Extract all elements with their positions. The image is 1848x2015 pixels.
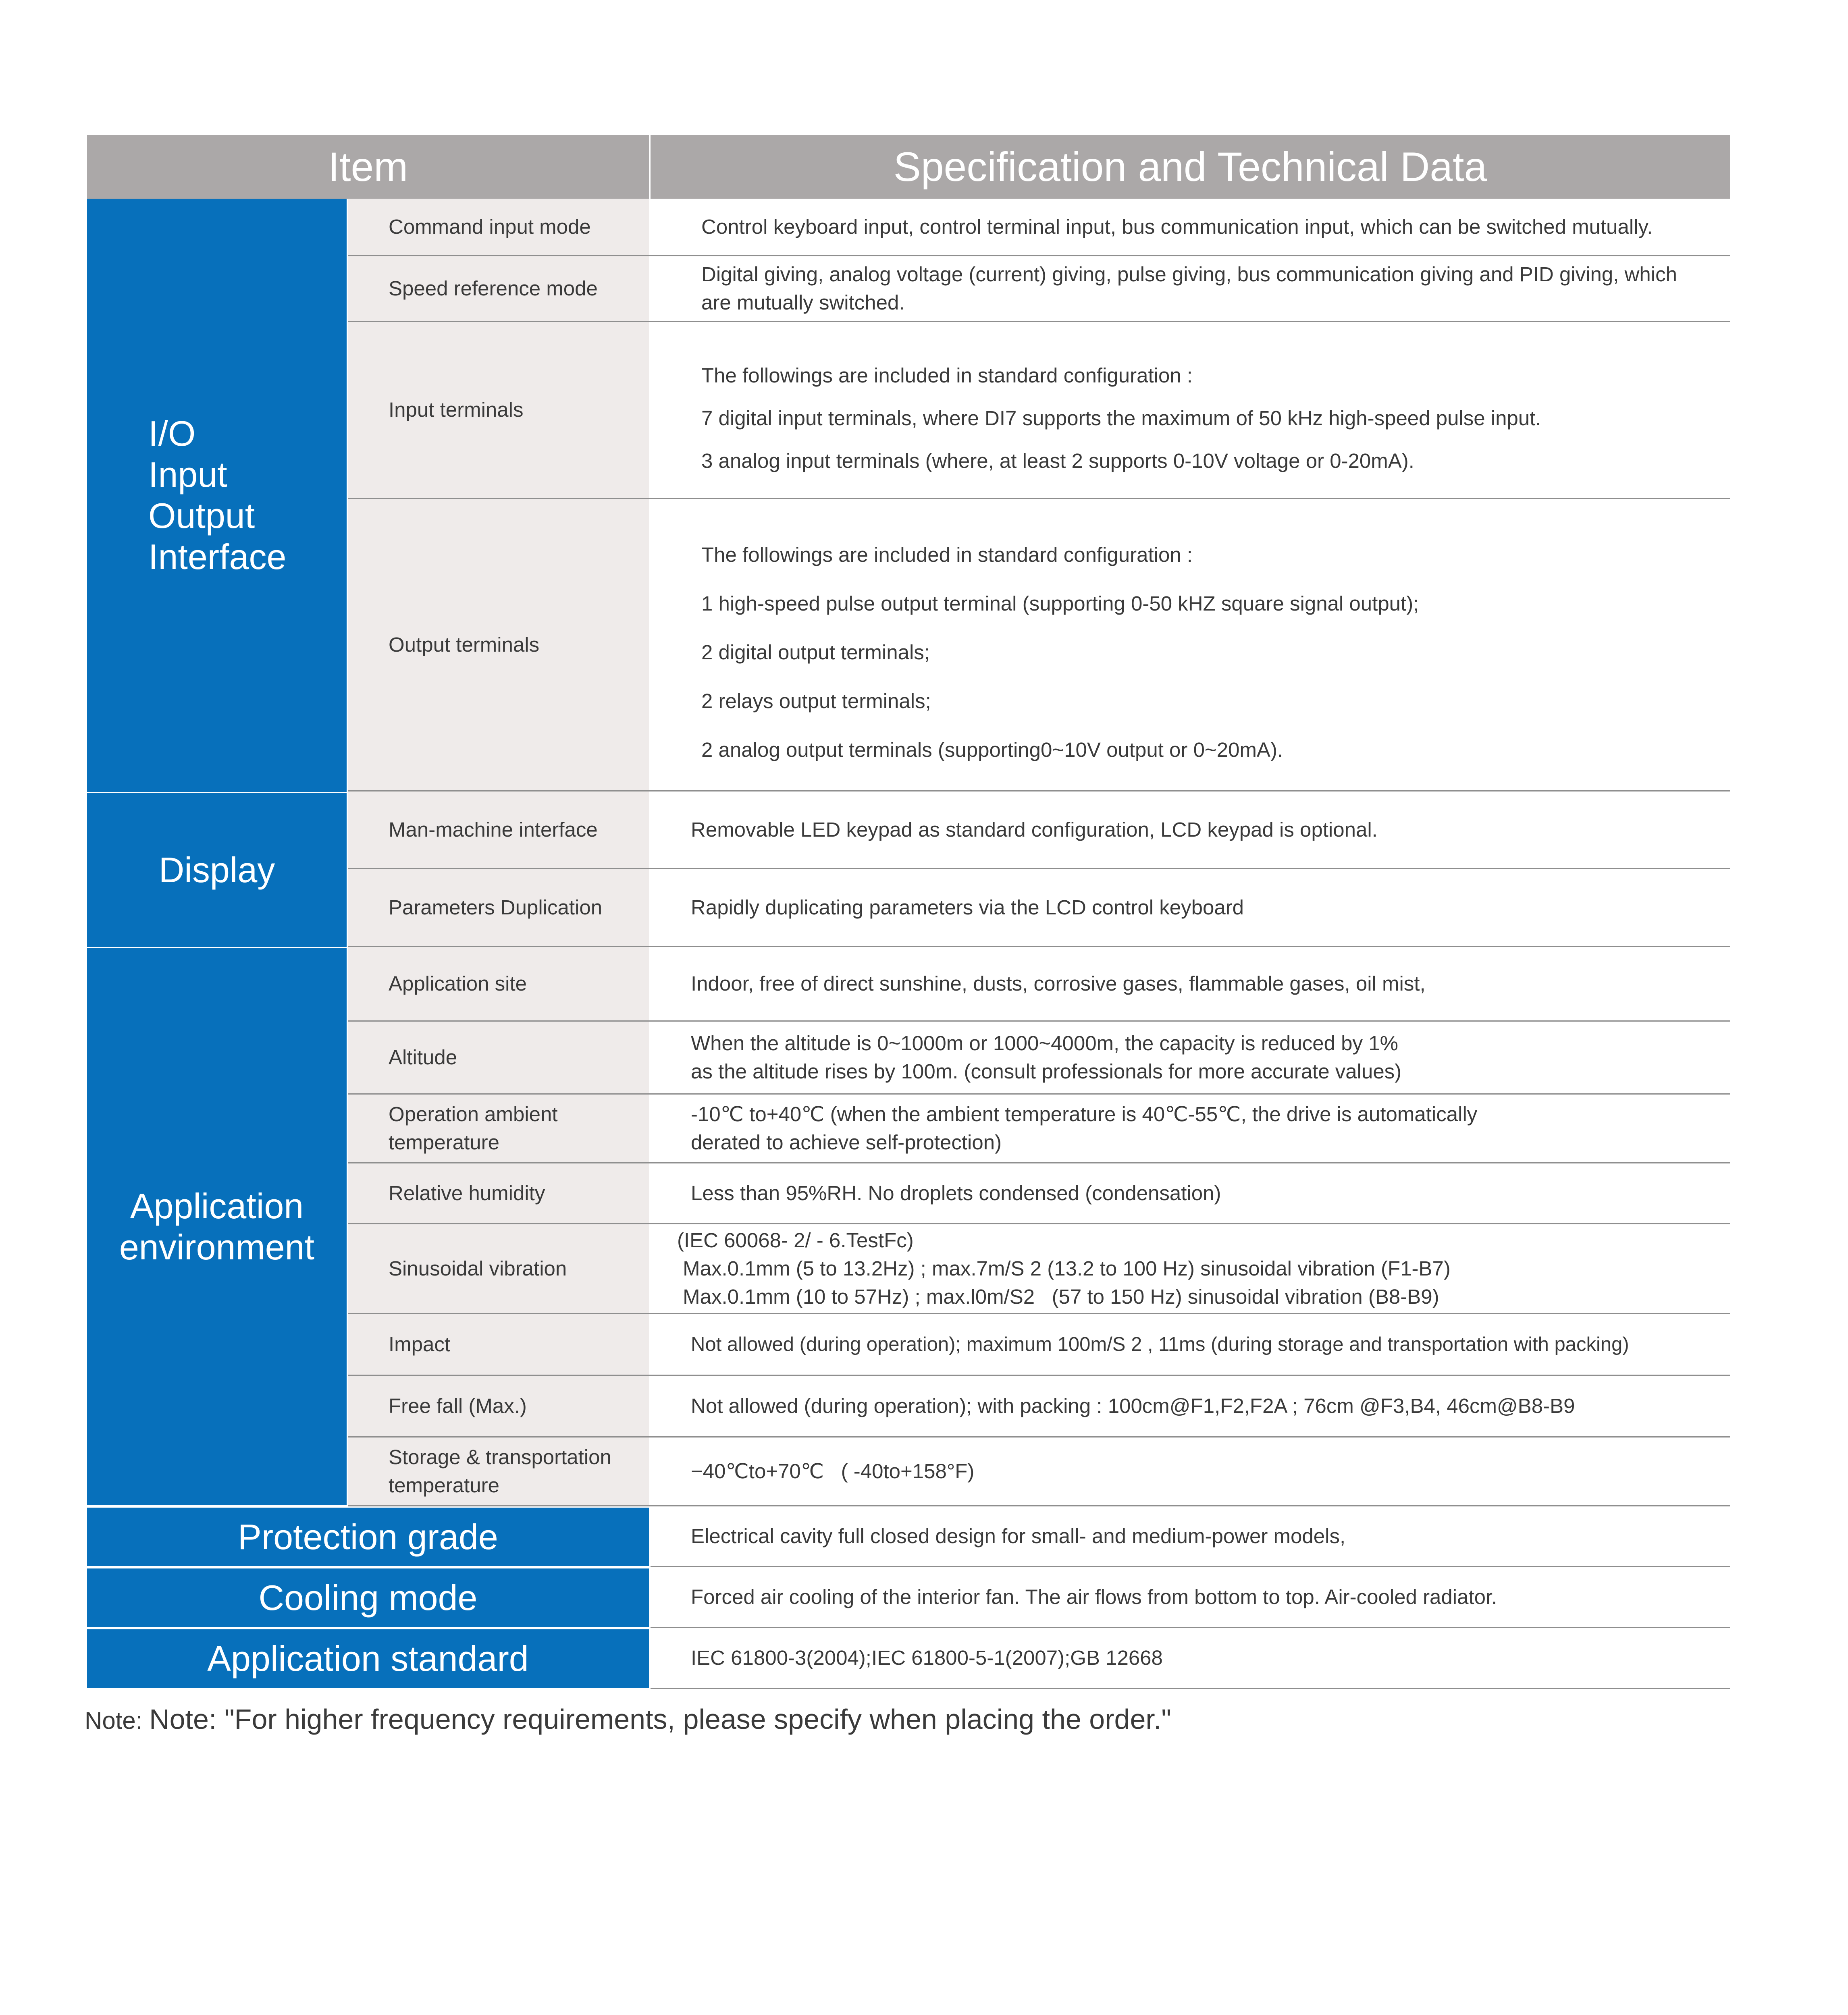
label-line: temperature	[389, 1131, 499, 1154]
value-line: IEC 61800-3(2004);IEC 61800-5-1(2007);GB 12668	[691, 1646, 1163, 1669]
category-standard-label: Application standard	[207, 1638, 529, 1678]
label-free-fall: Free fall (Max.)	[348, 1376, 649, 1436]
value-free-fall	[651, 1376, 1730, 1436]
value-line: 2 analog output terminals (supporting0~10V output or 0~20mA).	[701, 738, 1283, 761]
label-impact: Impact	[348, 1314, 649, 1375]
header-spec: Specification and Technical Data	[651, 135, 1730, 199]
category-io	[87, 199, 347, 792]
value-line: Electrical cavity full closed design for small- and medium-power models,	[691, 1525, 1346, 1548]
value-line: derated to achieve self-protection)	[691, 1131, 1002, 1154]
value-line: Not allowed (during operation); maximum 100m/S 2 , 11ms (during storage and transportation with packing)	[691, 1334, 1629, 1355]
category-io-line: Interface	[148, 537, 287, 577]
value-line: Max.0.1mm (10 to 57Hz) ; max.l0m/S2 (57 to 150 Hz) sinusoidal vibration (B8-B9)	[677, 1285, 1439, 1308]
category-app-env-line: environment	[119, 1227, 315, 1267]
label-app-site: Application site	[348, 947, 649, 1020]
category-standard	[87, 1629, 649, 1688]
category-display-label: Display	[158, 850, 275, 890]
value-line: 1 high-speed pulse output terminal (supporting 0-50 kHZ square signal output);	[701, 592, 1419, 615]
value-line: Indoor, free of direct sunshine, dusts, corrosive gases, flammable gases, oil mist,	[691, 972, 1426, 995]
value-line: are mutually switched.	[701, 291, 905, 314]
label-storage-temperature	[348, 1438, 649, 1505]
label-humidity: Relative humidity	[348, 1163, 649, 1223]
category-app-env	[87, 948, 347, 1505]
value-line: (IEC 60068- 2/ - 6.TestFc)	[677, 1229, 914, 1252]
value-line: Not allowed (during operation); with packing : 100cm@F1,F2,F2A ; 76cm @F3,B4, 46cm@B8-B9	[691, 1394, 1575, 1417]
label-line: temperature	[389, 1474, 499, 1497]
value-storage-temperature	[651, 1438, 1730, 1505]
value-param-duplication	[651, 869, 1730, 946]
footnote-prefix: Note:	[85, 1707, 150, 1734]
value-protection	[651, 1506, 1730, 1566]
value-line: -10℃ to+40℃ (when the ambient temperature is 40℃-55℃, the drive is automatically	[691, 1103, 1478, 1126]
header-item: Item	[87, 135, 649, 199]
category-cooling-label: Cooling mode	[258, 1577, 478, 1618]
value-line: Digital giving, analog voltage (current) giving, pulse giving, bus communication giving and PID giving, which	[701, 263, 1677, 286]
label-input-terminals: Input terminals	[348, 322, 649, 498]
label-vibration: Sinusoidal vibration	[348, 1224, 649, 1313]
category-protection-label: Protection grade	[238, 1516, 498, 1557]
value-command-input	[651, 199, 1730, 255]
value-line: Less than 95%RH. No droplets condensed (condensation)	[691, 1182, 1221, 1205]
value-line: Rapidly duplicating parameters via the LCD control keyboard	[691, 896, 1244, 919]
category-cooling	[87, 1568, 649, 1627]
value-line: Control keyboard input, control terminal input, bus communication input, which can be switched mutually.	[701, 215, 1653, 238]
value-standard	[651, 1628, 1730, 1688]
label-line: Operation ambient	[389, 1103, 558, 1126]
category-app-env-line: Application	[130, 1186, 304, 1226]
label-man-machine: Man-machine interface	[348, 791, 649, 868]
label-altitude: Altitude	[348, 1022, 649, 1093]
label-command-input: Command input mode	[348, 199, 649, 255]
value-line: When the altitude is 0~1000m or 1000~4000m, the capacity is reduced by 1%	[691, 1032, 1398, 1055]
value-line: Forced air cooling of the interior fan. The air flows from bottom to top. Air-cooled radiator.	[691, 1585, 1497, 1608]
value-impact	[651, 1314, 1730, 1375]
category-io-line: I/O	[148, 413, 196, 453]
value-line: 7 digital input terminals, where DI7 supports the maximum of 50 kHz high-speed pulse input.	[701, 407, 1541, 430]
value-output-terminals	[651, 499, 1730, 790]
value-line: 2 digital output terminals;	[701, 641, 930, 664]
value-line: The followings are included in standard configuration :	[701, 543, 1193, 566]
value-man-machine	[651, 791, 1730, 868]
category-display	[87, 793, 347, 947]
value-line: 3 analog input terminals (where, at least 2 supports 0-10V voltage or 0-20mA).	[701, 449, 1414, 472]
label-line: Storage & transportation	[389, 1446, 611, 1469]
value-speed-reference	[651, 256, 1730, 321]
category-protection	[87, 1508, 649, 1566]
row-divider	[651, 1688, 1730, 1689]
value-vibration	[651, 1224, 1730, 1313]
value-cooling	[651, 1567, 1730, 1627]
value-line: −40℃to+70℃ ( -40to+158°F)	[691, 1460, 975, 1483]
label-param-duplication: Parameters Duplication	[348, 869, 649, 946]
label-op-temperature	[348, 1095, 649, 1162]
value-line: Removable LED keypad as standard configuration, LCD keypad is optional.	[691, 818, 1378, 841]
value-op-temperature	[651, 1095, 1730, 1162]
value-altitude	[651, 1022, 1730, 1093]
category-io-line: Output	[148, 496, 255, 536]
footnote	[85, 1703, 1171, 1735]
value-app-site	[651, 947, 1730, 1020]
value-input-terminals	[651, 322, 1730, 498]
value-line: The followings are included in standard configuration :	[701, 364, 1193, 387]
category-io-line: Input	[148, 455, 227, 494]
value-humidity	[651, 1163, 1730, 1223]
footnote-text: Note: "For higher frequency requirements, please specify when placing the order."	[149, 1703, 1172, 1735]
value-line: Max.0.1mm (5 to 13.2Hz) ; max.7m/S 2 (13.2 to 100 Hz) sinusoidal vibration (F1-B7)	[677, 1257, 1451, 1280]
label-speed-reference: Speed reference mode	[348, 256, 649, 321]
value-line: 2 relays output terminals;	[701, 690, 931, 713]
label-output-terminals: Output terminals	[348, 499, 649, 790]
value-line: as the altitude rises by 100m. (consult professionals for more accurate values)	[691, 1060, 1402, 1083]
